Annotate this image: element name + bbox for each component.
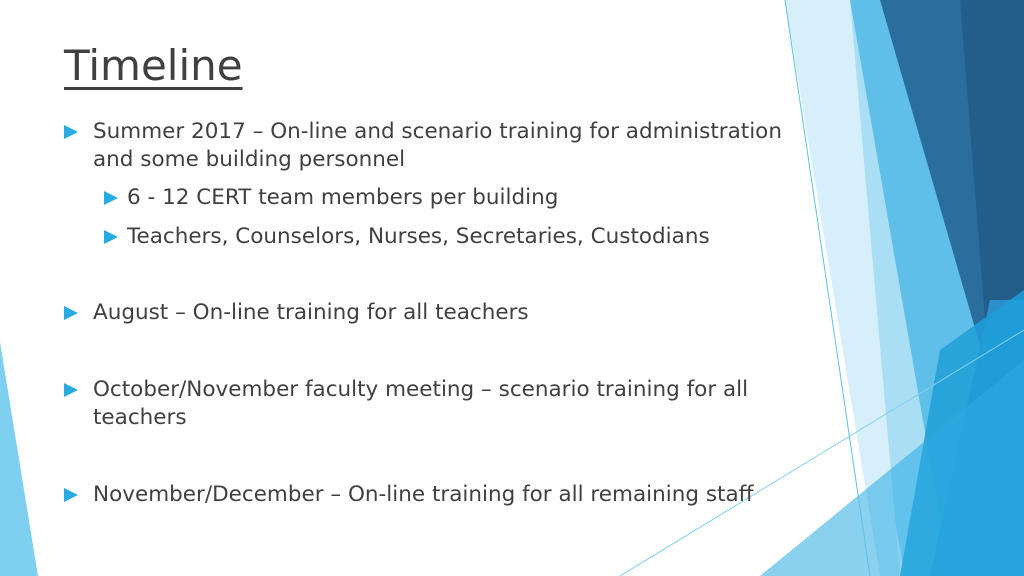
list-item-text: November/December – On-line training for all remaining staff (93, 482, 754, 507)
triangle-right-icon (64, 299, 80, 327)
triangle-right-icon (104, 223, 120, 251)
list-item-text: 6 - 12 CERT team members per building (127, 185, 559, 210)
list-item (64, 376, 804, 432)
list-item (104, 223, 824, 251)
list-item-text: Summer 2017 – On-line and scenario training for administration and some building personnel (93, 119, 782, 172)
list-item (104, 184, 824, 212)
list-item-text: August – On-line training for all teachers (93, 300, 529, 325)
triangle-right-icon (104, 184, 120, 212)
list-item (64, 481, 844, 509)
triangle-right-icon (64, 481, 80, 509)
list-item-text: October/November faculty meeting – scenario training for all teachers (93, 377, 749, 430)
list-item-text: Teachers, Counselors, Nurses, Secretaries, Custodians (127, 224, 710, 249)
triangle-right-icon (64, 376, 80, 404)
list-item (64, 118, 824, 174)
slide-title: Timeline (64, 41, 243, 90)
triangle-right-icon (64, 118, 80, 146)
list-item (64, 299, 824, 327)
left-edge-shape (0, 342, 38, 576)
